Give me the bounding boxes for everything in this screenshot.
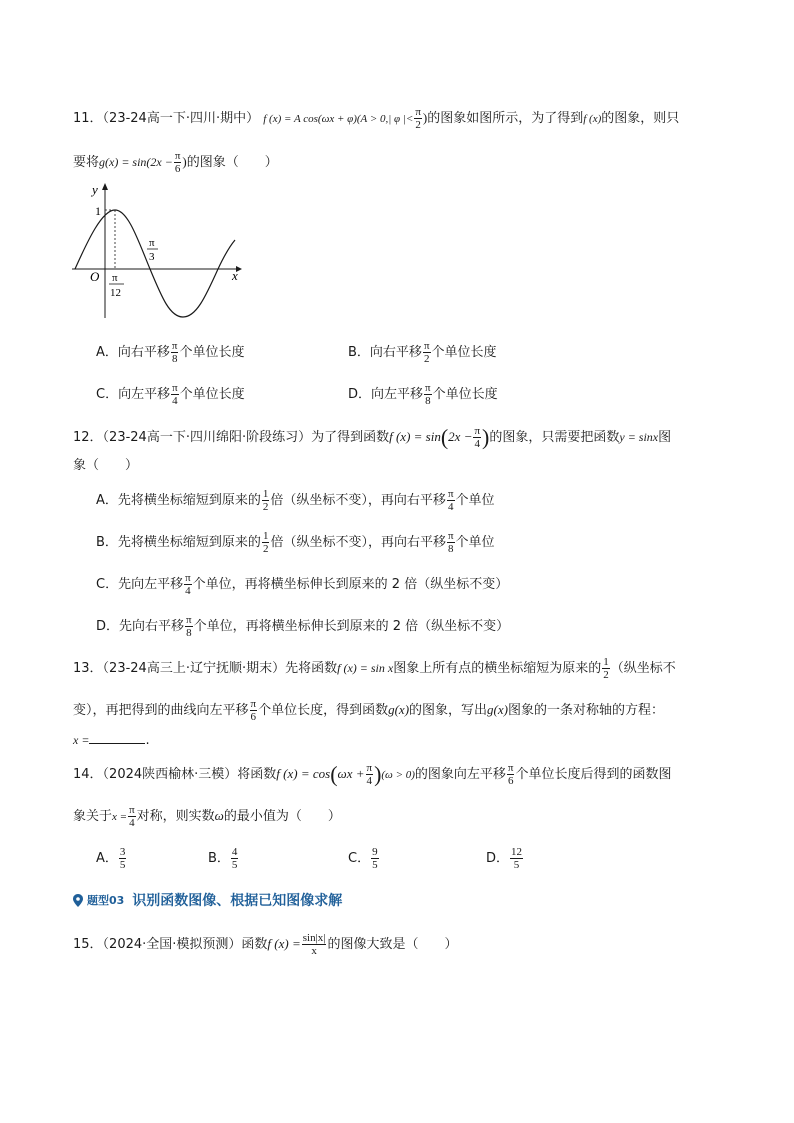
q11-option-d[interactable]: D．向左平移 $\frac{\pi}{8}$ 个单位长度 [348,382,498,407]
q12-line1: 12．（23-24高一下·四川绵阳·阶段练习）为了得到函数f (x) = sin(2x − $\frac{\pi}{4}$ )的图象，只需要把函数y = sinx图 [73,424,672,450]
q11-fraction: $\frac{\pi}{2}$ [415,106,421,131]
q13-line1: 13．（23-24高三上·辽宁抚顺·期末）先将函数f (x) = sin x图象上所有点的横坐标缩短为原来的 $\frac{1}{2}$ （纵坐标不 [73,656,676,681]
q14-option-c[interactable]: C． $\frac{9}{5}$ [348,846,378,871]
q12-option-a[interactable]: A．先将横坐标缩短到原来的 $\frac{1}{2}$ 倍（纵坐标不变），再向右平移 $\frac{\pi}{4}$ 个单位 [96,488,495,513]
tick2-den: 3 [149,251,155,263]
q11-gx: g(x) = sin(2x − [99,155,173,169]
q11-function: f (x) = A cos(ωx + φ)(A > 0,| φ |< [263,113,414,125]
q11-number: 11． [73,111,103,126]
q14-option-a[interactable]: A． $\frac{3}{5}$ [96,846,126,871]
q11-graph [70,180,250,320]
tick1-num: π [112,272,118,284]
cosine-curve [75,210,235,317]
q15-line1: 15．（2024·全国·模拟预测）函数f (x) = $\frac{\sin|x|}{x}$ 的图像大致是（ ） [73,932,458,957]
q13-line2: 变），再把得到的曲线向左平移 $\frac{\pi}{6}$ 个单位长度，得到函数g(x)的图象，写出g(x)图象的一条对称轴的方程： [73,698,664,723]
y-label: y [92,182,98,197]
origin-label: O [90,269,100,284]
q11-line2: 要将g(x) = sin(2x − $\frac{\pi}{6}$ )的图象（ ） [73,150,278,175]
q12-option-c[interactable]: C．先向左平移 $\frac{\pi}{4}$ 个单位，再将横坐标伸长到原来的 2 倍（纵坐标不变） [96,572,509,597]
q11-gx-fraction: $\frac{\pi}{6}$ [174,150,181,175]
q11-option-a[interactable]: A．向右平移 $\frac{\pi}{8}$ 个单位长度 [96,340,245,365]
section-title: 识别函数图像、根据已知图像求解 [132,893,343,909]
q13-answer-blank[interactable] [89,731,145,744]
x-label: x [232,268,238,283]
q11-line1: 11．（23-24高一下·四川·期中） f (x) = A cos(ωx + φ)(A > 0,| φ |< $\frac{\pi}{2}$ )的图象如图所示，为了得到f (x)的图象，则只 [73,106,680,131]
tick2-num: π [149,237,155,249]
q14-option-b[interactable]: B． $\frac{4}{5}$ [208,846,238,871]
q11-text-b: 的图象，则只 [601,111,680,126]
q12-option-b[interactable]: B．先将横坐标缩短到原来的 $\frac{1}{2}$ 倍（纵坐标不变），再向右平移 $\frac{\pi}{8}$ 个单位 [96,530,495,555]
section-tag: 题型03 [87,894,125,907]
q11-source: （23-24高一下·四川·期中） [102,111,260,126]
q12-option-d[interactable]: D．先向右平移 $\frac{\pi}{8}$ 个单位，再将横坐标伸长到原来的 2 倍（纵坐标不变） [96,614,510,639]
q14-line1: 14．（2024陕西榆林·三模）将函数f (x) = cos(ωx + $\frac{\pi}{4}$ )(ω > 0)的图象向左平移 $\frac{\pi}{6}$ 个单位长度后得到的函数图 [73,761,672,787]
q11-line2-b: 的图象（ ） [186,155,278,170]
q14-line2: 象关于x = $\frac{\pi}{4}$ 对称，则实数ω的最小值为（ ） [73,804,341,829]
q12-line2: 象（ ） [73,458,139,473]
q14-option-d[interactable]: D． $\frac{12}{5}$ [486,846,523,871]
q11-line2-a: 要将 [73,155,100,170]
q11-text-a: 的图象如图所示，为了得到 [427,111,584,126]
q11-option-b[interactable]: B．向右平移 $\frac{\pi}{2}$ 个单位长度 [348,340,497,365]
y-axis-arrow [102,183,108,190]
max-label: 1 [95,204,101,218]
tick1-den: 12 [110,287,121,299]
section-heading [73,890,342,910]
location-pin-icon [73,894,83,907]
q11-option-c[interactable]: C．向左平移 $\frac{\pi}{4}$ 个单位长度 [96,382,245,407]
q11-fx: f (x) [583,113,602,125]
q13-line3: x = . [73,733,150,748]
